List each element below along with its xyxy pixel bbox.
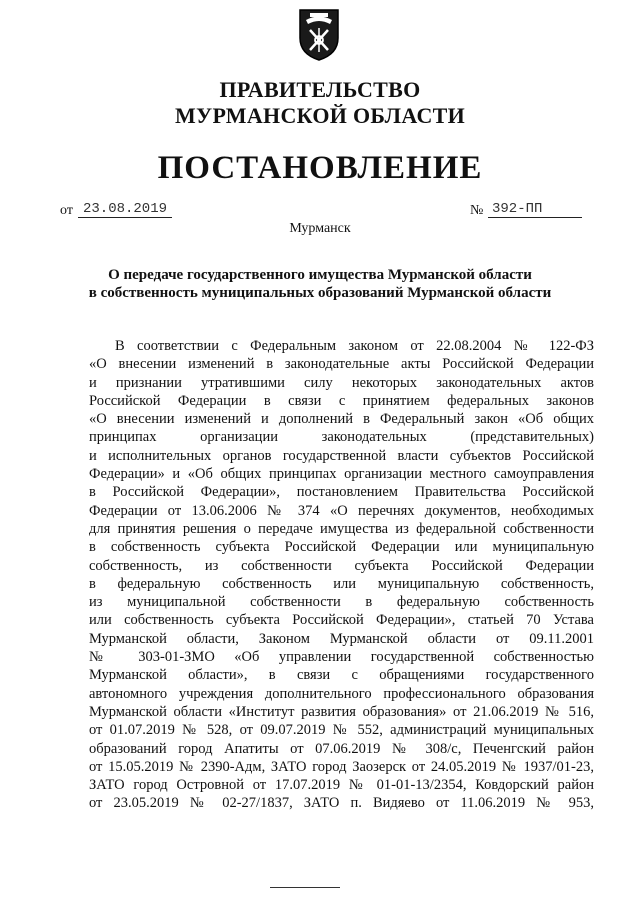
city: Мурманск <box>289 221 351 236</box>
document-date: 23.08.2019 <box>78 201 172 218</box>
coat-of-arms-icon <box>298 8 340 62</box>
body-line: и признании утратившими силу некоторых законодательных актов <box>89 374 594 391</box>
body-line: собственность, из собственности субъекта Российской Федерации <box>89 557 594 574</box>
document-type: ПОСТАНОВЛЕНИЕ <box>157 150 483 186</box>
date-prefix: от <box>60 203 73 218</box>
number-prefix: № <box>470 203 484 218</box>
body-line: принципах организации законодательных (представительных) <box>89 429 594 446</box>
body-line: Российской Федерации в связи с принятием федеральных законов <box>89 392 594 409</box>
body-line: образований город Апатиты от 07.06.2019 № 308/с, Печенгский район <box>89 740 594 757</box>
body-line: В соответствии с Федеральным законом от 22.08.2004 № 122-ФЗ <box>115 338 594 354</box>
body-line: от 01.07.2019 № 528, от 09.07.2019 № 552, администраций муниципальных <box>89 722 594 739</box>
body-line: Мурманской области «Институт развития образования» от 21.06.2019 № 516, <box>89 703 594 720</box>
body-line: от 23.05.2019 № 02-27/1837, ЗАТО п. Видяево от 11.06.2019 № 953, <box>89 795 594 812</box>
body-line: № 303-01-ЗМО «Об управлении государственной собственностью <box>89 649 594 666</box>
body-line: от 15.05.2019 № 2390-Адм, ЗАТО город Заозерск от 24.05.2019 № 1937/01-23, <box>89 758 594 775</box>
document-body <box>89 337 594 813</box>
body-line: Федерации от 13.06.2006 № 374 «О перечнях документов, необходимых <box>89 502 594 519</box>
body-line: Федерации» и «Об общих принципах организации местного самоуправления <box>89 466 594 483</box>
body-line: для принятия решения о передаче имущества из федеральной собственности <box>89 520 594 537</box>
footer-divider <box>270 887 340 888</box>
body-line: в Российской Федерации», постановлением Правительства Российской <box>89 484 594 501</box>
body-line: в собственность субъекта Российской Федерации или муниципальную <box>89 539 594 556</box>
body-line: в федеральную собственность или муниципальную собственность, <box>89 575 594 592</box>
document-number: 392-ПП <box>488 201 582 218</box>
document-title-line1: О передаче государственного имущества Мурманской области <box>108 267 532 283</box>
body-line: или собственность субъекта Российской Федерации», статьей 70 Устава <box>89 612 594 629</box>
organization-name-line1: ПРАВИТЕЛЬСТВО <box>219 77 421 102</box>
body-line: ЗАТО город Островной от 17.07.2019 № 01-01-13/2354, Ковдорский район <box>89 777 594 794</box>
body-line: и исполнительных органов государственной власти субъектов Российской <box>89 447 594 464</box>
body-line: «О внесении изменений и дополнений в Федеральный закон «Об общих <box>89 411 594 428</box>
body-line: «О внесении изменений в законодательные акты Российской Федерации <box>89 356 594 373</box>
body-line: из муниципальной собственности в федеральную собственность <box>89 594 594 611</box>
document-title-line2: в собственность муниципальных образований Мурманской области <box>88 285 552 301</box>
body-line: автономного учреждения дополнительного профессионального образования <box>89 685 594 702</box>
body-line: Мурманской области», в связи с обращениями государственного <box>89 667 594 684</box>
body-line: Мурманской области, Законом Мурманской области от 09.11.2001 <box>89 630 594 647</box>
organization-name-line2: МУРМАНСКОЙ ОБЛАСТИ <box>174 103 466 128</box>
